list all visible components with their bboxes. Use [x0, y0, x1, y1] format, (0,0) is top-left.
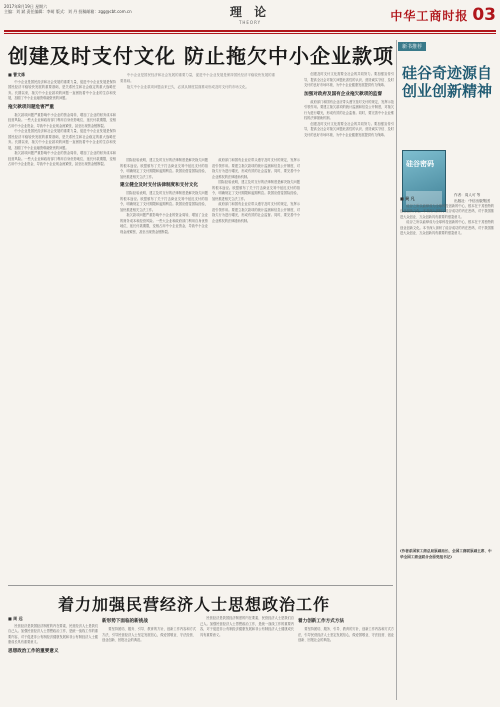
paper-brand	[390, 2, 496, 28]
article-paragraph: 中小企业是国民经济和社会发展的重要力量，促进中小企业发展是保持国民经济平稳较快发展的重要基础，是关系民生和社会稳定的重大战略任务。长期以来，拖欠中小企业款项的问题一直困扰着中小企业的生存和发展，加剧了中小企业融资难融资贵的问题。	[8, 79, 116, 100]
book-review-paragraph: 硅谷之所以能够成为全球科技创新的中心，根本在于其独特的创业创新文化。本书深入剖析了硅谷成功的内在密码，对于我国推进大众创业、万众创新具有重要的借鉴意义。	[400, 203, 494, 219]
article-paragraph: 政府部门和国有企业应带头遵守及时支付的规定，发挥示范引领作用。要建立拖欠款项的统计监测和信息公开制度，对拖欠行为进行曝光，形成有效的社会监督。同时，要完善中小企业维权的法律援助机制。	[212, 202, 300, 223]
date-line: 2017年8月19日 星期六	[4, 4, 48, 9]
article-subhead: 拖欠款项问题危害严重	[8, 104, 54, 110]
article-paragraph: 政府部门和国有企业应带头遵守及时支付的规定，发挥示范引领作用。要建立拖欠款项的统计监测和信息公开制度，对拖欠行为进行曝光，形成有效的社会监督。同时，要完善中小企业维权的法律援助机制。	[212, 158, 300, 179]
masthead	[0, 0, 500, 34]
section-divider	[8, 585, 393, 586]
article-subhead: 着力创新工作方式方法	[298, 619, 344, 624]
book-review-paragraph: 硅谷之所以能够成为全球科技创新的中心，根本在于其独特的创业创新文化。本书深入剖析了硅谷成功的内在密码，对于我国推进大众创业、万众创新具有重要的借鉴意义。	[400, 220, 494, 235]
article-paragraph: 拖欠款项问题严重影响中小企业的资金周转，增加了企业的财务成本和经营风险。一些大企业和政府部门利用自身优势地位，延长付款期限，变相占用中小企业资金，导致中小企业现金流紧张，甚至出现资金链断裂。	[8, 151, 116, 166]
book-review-note: (作者系国家工商总局原副局长、全国工商联原副主席、中华全国工商业联合会原党组书记)	[400, 549, 492, 559]
article-paragraph: 民营经济是我国经济制度的内在要素，民营经济人士是我们自己人。加强民营经济人士思想政治工作，是统一战线工作的重要内容，对于促进非公有制经济健康发展和非公有制经济人士健康成长具有重要意义。	[8, 623, 98, 644]
section-title: 理 论	[229, 5, 271, 19]
article-column-4	[304, 72, 394, 580]
abstract-paragraph: 拖欠中小企业款项问题由来已久，必须从制度层面推动形成及时支付的市场文化。	[126, 85, 249, 89]
article-paragraph: 拖欠款项问题严重影响中小企业的资金周转，增加了企业的财务成本和经营风险。一些大企业和政府部门利用自身优势地位，延长付款期限，变相占用中小企业资金，导致中小企业现金流紧张，甚至出现资金链断裂。	[8, 112, 116, 128]
masthead-info	[4, 4, 194, 14]
article-paragraph: 要坚持团结、服务、引导、教育的方针，创新工作内容和方式方法，引导民营经济人士坚定发展信心，做爱国敬业、守法经营、创业创新、回报社会的典范。	[102, 627, 196, 642]
article-subhead: 加强对政府及国有企业拖欠款项的监督	[304, 91, 383, 97]
article-paragraph: 国际经验表明，建立及时支付的法律制度是解决拖欠问题的根本途径。欧盟颁布了关于打击商业交易中延迟支付的指令，明确规定了支付期限和逾期利息。我国应借鉴国际经验，加快推进相关立法工作。	[120, 191, 208, 212]
article-paragraph: 创建及时支付文化需要全社会的共同努力。要加强宣传引导，提高全社会对拖欠问题危害性的认识，营造诚实守信、及时支付的良好市场环境，为中小企业健康发展提供有力保障。	[304, 72, 394, 87]
section-title-en: THEORY	[238, 20, 262, 25]
article2-column-3	[200, 616, 294, 704]
article-headline: 着力加强民营经济人士思想政治工作	[58, 595, 331, 614]
article-paragraph: 国际经验表明，建立及时支付的法律制度是解决拖欠问题的根本途径。欧盟颁布了关于打击商业交易中延迟支付的指令，明确规定了支付期限和逾期利息。我国应借鉴国际经验，加快推进相关立法工作。	[212, 180, 300, 201]
article-paragraph: 民营经济是我国经济制度的内在要素，民营经济人士是我们自己人。加强民营经济人士思想政治工作，是统一战线工作的重要内容，对于促进非公有制经济健康发展和非公有制经济人士健康成长具有重要意义。	[200, 616, 294, 637]
book-tag: 新书推荐	[398, 42, 426, 51]
article-paragraph: 要坚持团结、服务、引导、教育的方针，创新工作内容和方式方法，引导民营经济人士坚定发展信心，做爱国敬业、守法经营、创业创新、回报社会的典范。	[298, 627, 394, 642]
article-byline: ■ 曹文炼	[8, 72, 26, 77]
article-paragraph: 拖欠款项问题严重影响中小企业的资金周转，增加了企业的财务成本和经营风险。一些大企业和政府部门利用自身优势地位，延长付款期限，变相占用中小企业资金，导致中小企业现金流紧张，甚至出现资金链断裂。	[120, 213, 208, 234]
article-column-1	[8, 72, 116, 580]
article2-column-2	[102, 616, 196, 704]
article-paragraph: 国际经验表明，建立及时支付的法律制度是解决拖欠问题的根本途径。欧盟颁布了关于打击商业交易中延迟支付的指令，明确规定了支付期限和逾期利息。我国应借鉴国际经验，加快推进相关立法工作。	[120, 158, 208, 179]
paper-name: 中华工商时报	[390, 8, 469, 23]
editors-line: 主编：刘 斌 责任编辑：李萌 版式：刘 丹 投稿邮箱：zgg@cbt.com.cn	[4, 9, 132, 14]
article-subhead: 新形势下面临的新挑战	[102, 619, 148, 624]
article-headline: 创建及时支付文化 防止拖欠中小企业款项	[8, 44, 394, 68]
header-rule-thin	[4, 33, 496, 34]
header-rule	[4, 30, 496, 32]
abstract-paragraph: 中小企业是国民经济和社会发展的重要力量，促进中小企业发展是保持国民经济平稳较快发展的重要基础。	[120, 73, 275, 83]
article-paragraph: 中小企业是国民经济和社会发展的重要力量，促进中小企业发展是保持国民经济平稳较快发展的重要基础，是关系民生和社会稳定的重大战略任务。长期以来，拖欠中小企业款项的问题一直困扰着中小企业的生存和发展，加剧了中小企业融资难融资贵的问题。	[8, 129, 116, 150]
book-review-byline: ■ 吴 凡	[400, 196, 415, 201]
book-author: 作者：周人可 等	[454, 193, 481, 197]
book-cover-title: 硅谷密码	[406, 160, 434, 168]
article-byline: ■ 周 远	[8, 616, 23, 621]
article-column-2	[120, 158, 208, 580]
article-abstract	[120, 72, 275, 154]
article-paragraph: 政府部门和国有企业应带头遵守及时支付的规定，发挥示范引领作用。要建立拖欠款项的统计监测和信息公开制度，对拖欠行为进行曝光，形成有效的社会监督。同时，要完善中小企业维权的法律援助机制。	[304, 99, 394, 120]
column-rule	[396, 40, 397, 700]
article-column-3	[212, 158, 300, 580]
article2-column-1	[8, 616, 98, 704]
article-subhead: 思想政治工作的重要意义	[8, 648, 59, 654]
book-publisher: 出版社：中信出版集团	[454, 199, 490, 203]
page-number: 03	[472, 5, 496, 25]
article2-column-4	[298, 616, 394, 704]
article-subhead: 建立健全及时支付法律制度和支付文化	[120, 183, 199, 188]
book-review-title: 硅谷奇迹源自创业创新精神	[402, 64, 493, 100]
section-header	[210, 3, 290, 25]
article-paragraph: 创建及时支付文化需要全社会的共同努力。要加强宣传引导，提高全社会对拖欠问题危害性的认识，营造诚实守信、及时支付的良好市场环境，为中小企业健康发展提供有力保障。	[304, 121, 394, 137]
book-review-body	[400, 196, 494, 544]
